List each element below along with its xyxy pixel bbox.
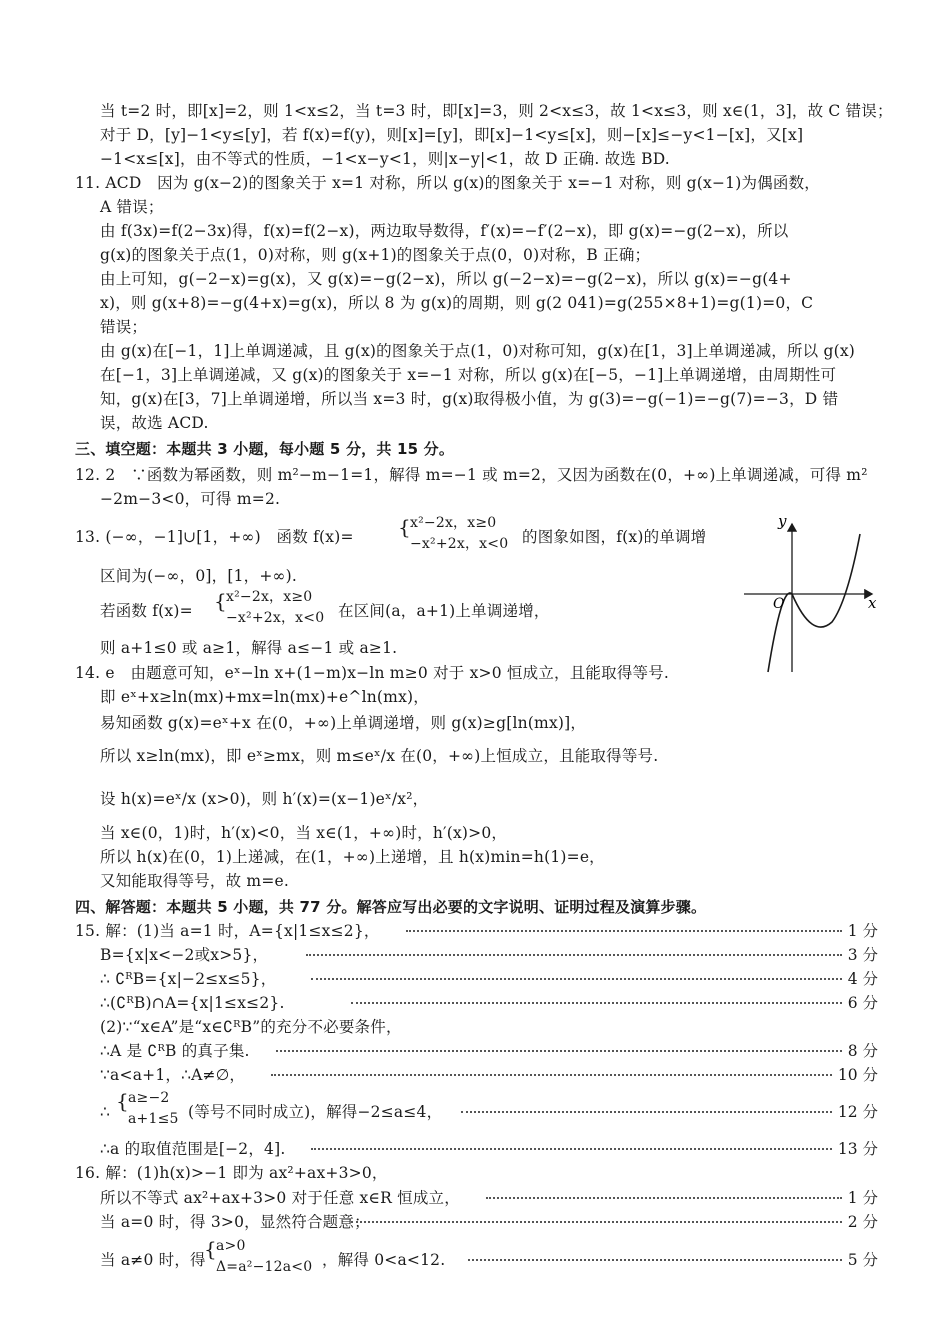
text-line: 16. 解：(1)h(x)>−1 即为 ax²+ax+3>0，	[75, 1164, 388, 1182]
piece-case: −x²+2x，x<0	[410, 536, 509, 552]
text-line: 区间为(−∞，0]，[1，+∞).	[100, 567, 298, 585]
y-label: y	[778, 512, 787, 530]
score-points: 2 分	[847, 1213, 878, 1231]
text-line: 11. ACD 因为 g(x−2)的图象关于 x=1 对称，所以 g(x)的图象关于 x=−1 对称，则 g(x−1)为偶函数，	[75, 174, 820, 192]
score-row	[270, 1040, 878, 1062]
brace: {	[116, 1089, 129, 1113]
function-graph	[742, 512, 882, 674]
text-line: 知，g(x)在[3，7]上单调递增，所以当 x=3 时，g(x)取得极小值，为 g(3)=−g(−1)=−g(7)=−3，D 错	[100, 390, 839, 408]
text-line: 对于 D，[y]−1<y≤[y]，若 f(x)=f(y)，则[x]=[y]，即[x]−1<y≤[x]，则−[x]≤−y<1−[x]，又[x]	[100, 126, 804, 144]
score-row	[455, 1101, 878, 1123]
score-row	[300, 944, 878, 966]
text-line: 由 g(x)在[−1，1]上单调递减，且 g(x)的图象关于点(1，0)对称可知，g(x)在[1，3]上单调递减，所以 g(x)	[100, 342, 856, 360]
piece-case: x²−2x，x≥0	[410, 515, 497, 531]
text-line: ∴A 是 ∁ᴿB 的真子集.	[100, 1042, 250, 1060]
score-points: 12 分	[837, 1103, 878, 1121]
score-points: 10 分	[837, 1066, 878, 1084]
score-points: 4 分	[847, 970, 878, 988]
piece-case: x²−2x，x≥0	[226, 589, 313, 605]
text-line: 当 a=0 时，得 3>0，显然符合题意；	[100, 1213, 370, 1231]
text-line: 错误；	[100, 318, 148, 336]
score-points: 5 分	[847, 1251, 878, 1269]
text-line: (2)∵“x∈A”是“x∈∁ᴿB”的充分不必要条件，	[100, 1018, 402, 1036]
score-row	[480, 1187, 878, 1209]
piece-case: −x²+2x，x<0	[226, 610, 325, 626]
text-line: 在区间(a，a+1)上单调递增，	[338, 602, 550, 620]
section-heading: 四、解答题：本题共 5 小题，共 77 分。解答应写出必要的文字说明、证明过程及演算步骤。	[75, 898, 707, 916]
text-line: −1<x≤[x]，由不等式的性质，−1<x−y<1，则|x−y|<1，故 D 正确. 故选 BD.	[100, 150, 670, 168]
brace: {	[214, 589, 227, 613]
text-line: 12. 2 ∵函数为幂函数，则 m²−m−1=1，解得 m=−1 或 m=2，又因为函数在(0，+∞)上单调递减，可得 m²	[75, 466, 868, 484]
score-row	[345, 992, 878, 1014]
text-line: A 错误；	[100, 198, 164, 216]
score-points: 8 分	[847, 1042, 878, 1060]
piece-case: a>0	[216, 1238, 246, 1254]
text-line: 由 f(3x)=f(2−3x)得，f(x)=f(2−x)，两边取导数得，f′(x)=−f′(2−x)，即 g(x)=−g(2−x)，所以	[100, 222, 789, 240]
section-heading: 三、填空题：本题共 3 小题，每小题 5 分，共 15 分。	[75, 440, 455, 458]
text-line: 又知能取得等号，故 m=e.	[100, 872, 290, 890]
text-line: ∵a<a+1，∴A≠∅，	[100, 1066, 246, 1084]
score-points: 6 分	[847, 994, 878, 1012]
score-row	[265, 1064, 878, 1086]
text-line: 所以 x≥ln(mx)，即 eˣ≥mx，则 m≤eˣ/x 在(0，+∞)上恒成立，且能取得等号.	[100, 747, 659, 765]
origin-label: O	[773, 596, 785, 612]
text-line: 易知函数 g(x)=eˣ+x 在(0，+∞)上单调递增，则 g(x)≥g[ln(mx)]，	[100, 714, 587, 732]
text-line: 14. e 由题意可知，eˣ−ln x+(1−m)x−ln m≥0 对于 x>0 恒成立，且能取得等号.	[75, 664, 670, 682]
text-line: g(x)的图象关于点(1，0)对称，则 g(x+1)的图象关于点(0，0)对称，B 正确；	[100, 246, 651, 264]
text-line: 所以 h(x)在(0，1)上递减，在(1，+∞)上递增，且 h(x)min=h(1)=e，	[100, 848, 605, 866]
score-points: 13 分	[837, 1140, 878, 1158]
text-line: 13. (−∞，−1]∪[1，+∞) 函数 f(x)=	[75, 528, 354, 546]
text-line: ∴	[100, 1103, 111, 1121]
score-points: 3 分	[847, 946, 878, 964]
score-row	[305, 1138, 878, 1160]
text-line: 若函数 f(x)=	[100, 602, 193, 620]
text-line: 当 t=2 时，即[x]=2，则 1<x≤2，当 t=3 时，即[x]=3，则 2<x≤3，故 1<x≤3，则 x∈(1，3]，故 C 错误；	[100, 102, 893, 120]
score-row	[345, 1211, 878, 1233]
piece-case: a≥−2	[128, 1090, 170, 1106]
text-line: 误，故选 ACD.	[100, 414, 209, 432]
text-line: ∴ ∁ᴿB={x|−2≤x≤5}，	[100, 970, 277, 988]
score-row	[400, 920, 878, 942]
piece-case: a+1≤5	[128, 1111, 179, 1127]
text-line: ，解得 0<a<12.	[322, 1251, 446, 1269]
text-line: ∴(∁ᴿB)∩A={x|1≤x≤2}.	[100, 994, 285, 1012]
x-label: x	[868, 594, 877, 612]
text-line: B={x|x<−2或x>5}，	[100, 946, 269, 964]
text-line: ∴a 的取值范围是[−2，4].	[100, 1140, 286, 1158]
score-row	[462, 1249, 878, 1271]
text-line: −2m−3<0，可得 m=2.	[100, 490, 281, 508]
text-line: 的图象如图，f(x)的单调增	[522, 528, 707, 546]
piece-case: Δ=a²−12a<0	[216, 1259, 313, 1275]
text-line: 在[−1，3]上单调递减，又 g(x)的图象关于 x=−1 对称，所以 g(x)在[−5，−1]上单调递增，由周期性可	[100, 366, 837, 384]
text-line: 由上可知，g(−2−x)=g(x)，又 g(x)=−g(2−x)，所以 g(−2−x)=−g(2−x)，所以 g(x)=−g(4+	[100, 270, 792, 288]
text-line: 所以不等式 ax²+ax+3>0 对于任意 x∈R 恒成立，	[100, 1189, 460, 1207]
text-line: 则 a+1≤0 或 a≥1，解得 a≤−1 或 a≥1.	[100, 639, 398, 657]
score-points: 1 分	[847, 1189, 878, 1207]
text-line: (等号不同时成立)，解得−2≤a≤4，	[188, 1103, 443, 1121]
text-line: x)，则 g(x+8)=−g(4+x)=g(x)，所以 8 为 g(x)的周期，则 g(2 041)=g(255×8+1)=g(1)=0，C	[100, 294, 814, 312]
score-points: 1 分	[847, 922, 878, 940]
brace: {	[398, 515, 411, 539]
text-line: 当 x∈(0，1)时，h′(x)<0，当 x∈(1，+∞)时，h′(x)>0，	[100, 824, 508, 842]
text-line: 即 eˣ+x≥ln(mx)+mx=ln(mx)+e^ln(mx)，	[100, 688, 429, 706]
score-row	[305, 968, 878, 990]
brace: {	[204, 1237, 217, 1261]
text-line: 15. 解：(1)当 a=1 时，A={x|1≤x≤2}，	[75, 922, 380, 940]
text-line: 设 h(x)=eˣ/x (x>0)，则 h′(x)=(x−1)eˣ/x²，	[100, 790, 429, 808]
text-line: 当 a≠0 时，得	[100, 1251, 206, 1269]
